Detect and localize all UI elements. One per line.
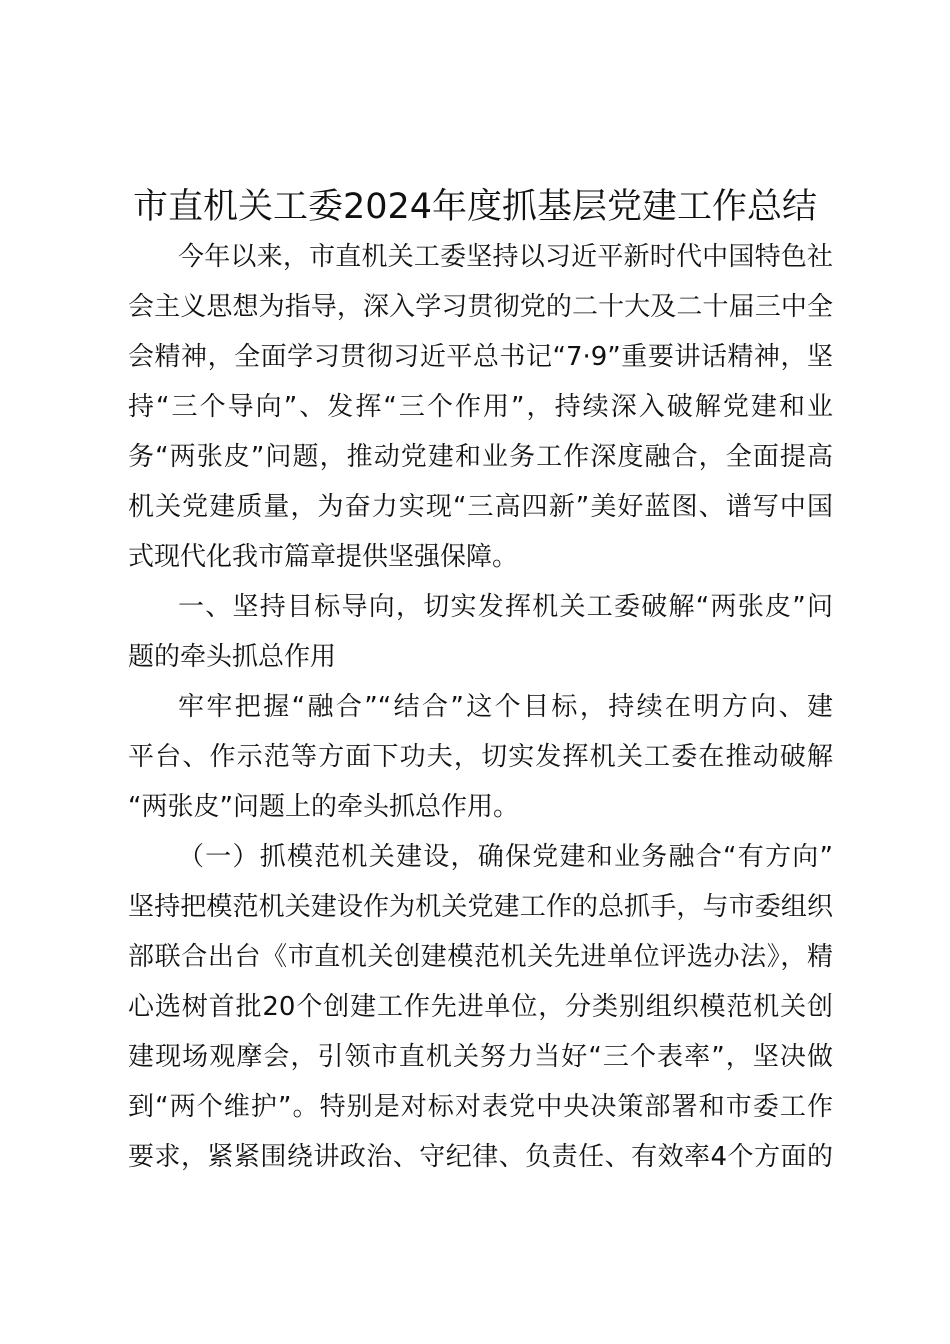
section-heading-line: 一、坚持目标导向，切实发挥机关工委破解“两张皮”问 (178, 592, 833, 622)
paragraph-line: 到“两个维护”。特别是对标对表党中央决策部署和市委工作 (128, 1092, 833, 1122)
paragraph-line: 平台、作示范等方面下功夫，切实发挥机关工委在推动破解 (128, 742, 833, 772)
paragraph-line: 今年以来，市直机关工委坚持以习近平新时代中国特色社 (178, 242, 833, 272)
paragraph-line: 持“三个导向”、发挥“三个作用”，持续深入破解党建和业 (128, 392, 833, 422)
paragraph-line: 式现代化我市篇章提供坚强保障。 (128, 542, 519, 572)
document-title: 市直机关工委2024年度抓基层党建工作总结 (132, 187, 818, 227)
paragraph-line: 要求，紧紧围绕讲政治、守纪律、负责任、有效率4个方面的 (128, 1142, 833, 1172)
paragraph-line: 建现场观摩会，引领市直机关努力当好“三个表率”，坚决做 (128, 1042, 833, 1072)
section-heading-line: 题的牵头抓总作用 (128, 642, 337, 672)
paragraph-line: 机关党建质量，为奋力实现“三高四新”美好蓝图、谱写中国 (128, 492, 833, 522)
subsection-heading-line: （一）抓模范机关建设，确保党建和业务融合“有方向” (178, 842, 833, 872)
paragraph-line: 牢牢把握“融合”“结合”这个目标，持续在明方向、建 (178, 692, 833, 722)
paragraph-line: “两张皮”问题上的牵头抓总作用。 (128, 792, 519, 822)
paragraph-line: 坚持把模范机关建设作为机关党建工作的总抓手，与市委组织 (128, 892, 833, 922)
paragraph-line: 会精神，全面学习贯彻习近平总书记“7·9”重要讲话精神，坚 (128, 342, 833, 372)
paragraph-line: 心选树首批20个创建工作先进单位，分类别组织模范机关创 (128, 992, 833, 1022)
paragraph-line: 务“两张皮”问题，推动党建和业务工作深度融合，全面提高 (128, 442, 833, 472)
paragraph-line: 会主义思想为指导，深入学习贯彻党的二十大及二十届三中全 (128, 292, 833, 322)
paragraph-line: 部联合出台《市直机关创建模范机关先进单位评选办法》，精 (128, 942, 833, 972)
